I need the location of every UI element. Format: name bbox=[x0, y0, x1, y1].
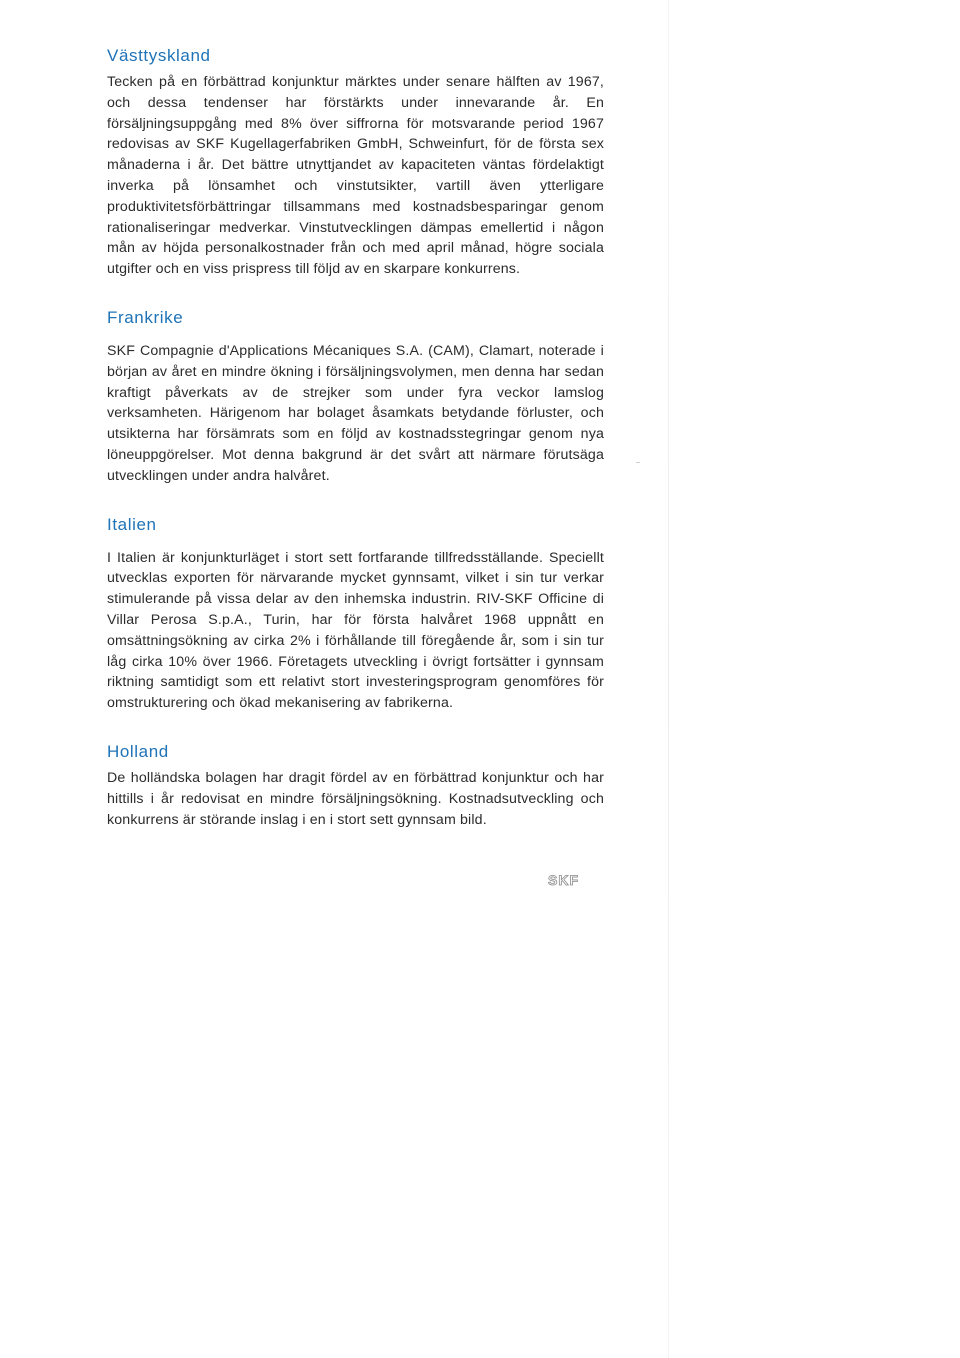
section-italien bbox=[107, 513, 604, 714]
page-fold-line bbox=[668, 0, 669, 1358]
section-paragraph: I Italien är konjunkturläget i stort sett fortfarande tillfredsställande. Speciellt utvecklas exporten för närvarande mycket gynnsamt, vilket i sin tur verkar stimulerande på vissa delar av den inhemska industrin. RIV-SKF Officine di Villar Perosa S.p.A., Turin, har för första halvåret 1968 uppnått en omsättningsökning av cirka 2% i förhållande till föregående år, som i sin tur låg cirka 10% över 1966. Företagets utveckling i övrigt fortsätter i gynnsam riktning samtidigt som ett relativt stort investeringsprogram genomföres för omstrukturering och ökad mekanisering av fabrikerna. bbox=[107, 549, 604, 712]
section-paragraph: SKF Compagnie d'Applications Mécaniques S.A. (CAM), Clamart, noterade i början av året en mindre ökning i försäljningsvolymen, men denna har sedan kraftigt påverkats av de strejker som under fyra veckor lamslog verksamheten. Härigenom har bolaget åsamkats betydande förluster, och utsikterna har försämrats som en följd av kostnadsstegringar genom nya löneuppgörelser. Mot denna bakgrund är det svårt att närmare förutsäga utvecklingen under andra halvåret. bbox=[107, 342, 604, 484]
skf-logo: SKF bbox=[548, 872, 579, 888]
section-heading: Holland bbox=[107, 741, 169, 761]
section-heading: Västtyskland bbox=[107, 46, 211, 65]
section-heading: Frankrike bbox=[107, 307, 184, 327]
margin-mark bbox=[636, 462, 640, 463]
text-column bbox=[107, 44, 604, 856]
section-vasttyskland bbox=[107, 44, 604, 280]
section-frankrike bbox=[107, 306, 604, 487]
section-paragraph: Tecken på en förbättrad konjunktur märktes under senare hälften av 1967, och dessa tendenser har förstärkts under innevarande år. En försäljningsuppgång med 8% över siffrorna för motsvarande period 1967 redovisas av SKF Kugellagerfabriken GmbH, Schweinfurt, för de första sex månaderna i år. Det bättre utnyttjandet av kapaciteten väntas fördelaktigt inverka på lönsamhet och vinstutsikter, vartill även ytterligare produktivitetsförbättringar tillsammans med kostnadsbesparingar genom rationaliseringar medverkar. Vinstutvecklingen dämpas emellertid i någon mån av höjda personalkostnader från och med april månad, högre sociala utgifter och en viss prispress till följd av en skarpare konkurrens. bbox=[107, 74, 604, 278]
section-holland bbox=[107, 740, 604, 830]
section-heading: Italien bbox=[107, 514, 157, 534]
section-paragraph: De holländska bolagen har dragit fördel av en förbättrad konjunktur och har hittills i år redovisat en mindre försäljningsökning. Kostnadsutveckling och konkurrens är störande inslag i en i stort sett gynnsam bild. bbox=[107, 769, 604, 828]
